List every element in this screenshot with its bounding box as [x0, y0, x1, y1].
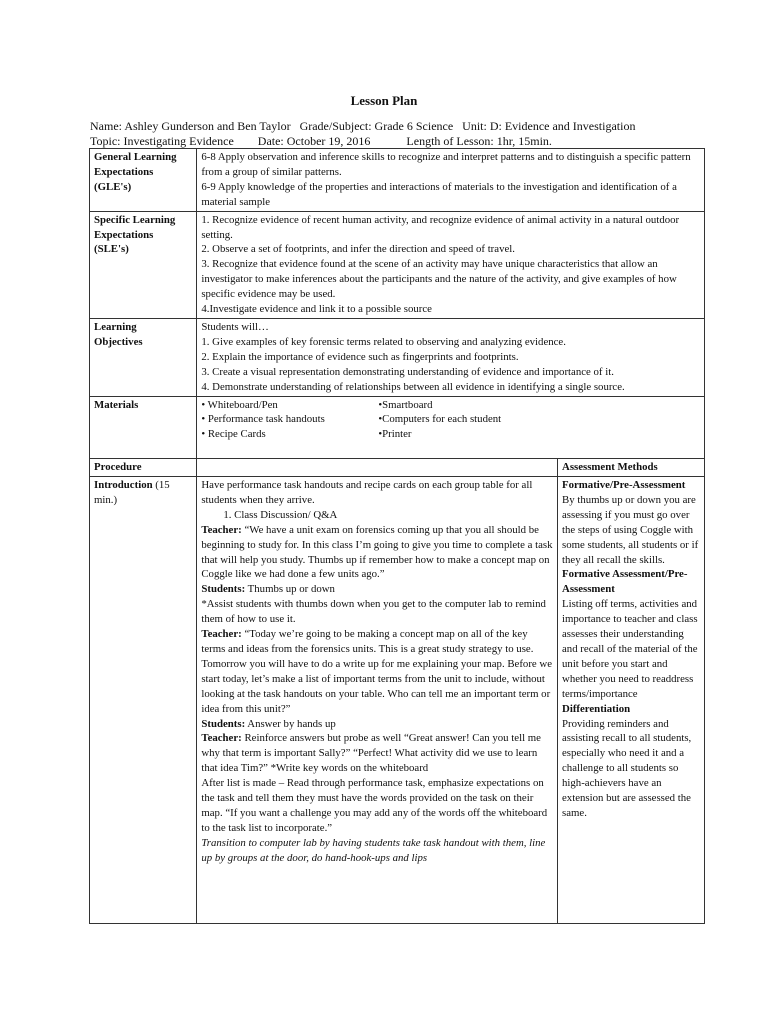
gle-item: 6-8 Apply observation and inference skills to recognize and interpret patterns and to distinguish a specific pattern from a group of similar patterns. [201, 151, 691, 178]
assessment-heading: Formative/Pre-Assessment [562, 479, 686, 492]
intro-teacher-3: Teacher: Reinforce answers but probe as well “Great answer! Can you tell me why that term is important Sally?” “Perfect! What activity did we use to learn that idea Tim?” *Write key words on the whiteboard [201, 732, 541, 775]
intro-teacher-1: Teacher: “We have a unit exam on forensics coming up that you all should be beginning to study for. In this class I’m going to give you time to complete a task that will help you study. Thumbs up if remember how to make a concept map on Coggle like we had done a few units ago.” [201, 523, 553, 581]
intro-students-2: Students: Answer by hands up [201, 717, 336, 730]
lesson-plan-table [89, 148, 705, 924]
material-item: • Whiteboard/Pen [201, 398, 278, 411]
objective-item: 2. Explain the importance of evidence such as fingerprints and footprints. [201, 350, 519, 363]
sle-item: 2. Observe a set of footprints, and infer the direction and speed of travel. [201, 243, 515, 256]
materials-label: Materials [90, 396, 197, 459]
material-item: •Smartboard [378, 398, 433, 411]
material-item: •Computers for each student [378, 413, 502, 426]
sle-item: 4.Investigate evidence and link it to a possible source [201, 303, 432, 316]
intro-students-1: Students: Thumbs up or down [201, 583, 335, 596]
assessment-text: By thumbs up or down you are assessing if you must go over the steps of using Coggle with some students, all students or if they all recall the skills. [562, 493, 699, 566]
sle-row [90, 211, 705, 318]
objective-item: 4. Demonstrate understanding of relationships between all evidence in identifying a single source. [201, 380, 625, 393]
procedure-header-row [90, 459, 705, 477]
intro-opening: Have performance task handouts and recipe cards on each group table for all students when they arrive. [201, 479, 533, 506]
materials-row [90, 396, 705, 459]
introduction-row [90, 477, 705, 924]
intro-assist-note: *Assist students with thumbs down when you get to the computer lab to remind them of how to use it. [201, 598, 546, 626]
differentiation-text: Providing reminders and assisting recall to all students, especially who need it and a challenge to all students so high-achievers have an extension but are assessed the same. [562, 717, 692, 819]
introduction-label: Introduction (15 min.) [90, 477, 197, 924]
procedure-header-empty [197, 459, 558, 477]
introduction-content [197, 477, 558, 924]
gle-row [90, 149, 705, 212]
document-title: Lesson Plan [350, 93, 418, 108]
intro-teacher-2: Teacher: “Today we’re going to be making a concept map on all of the key terms and ideas from the forensics units. This is a great study strategy to use. Tomorrow you will have to do a write up for me explaining your map. Before we start today, let’s make a list of important terms from the unit to include, without looking at the task handouts on your table. Who can tell me an important term or idea from this unit?” [201, 628, 553, 715]
materials-content [197, 396, 705, 459]
material-item: • Recipe Cards [201, 428, 266, 441]
assessment-content [558, 477, 705, 924]
intro-step-1: 1. Class Discussion/ Q&A [223, 508, 338, 521]
material-item: •Printer [378, 428, 412, 441]
sle-label: Specific Learning Expectations (SLE's) [90, 211, 197, 318]
assessment-heading: Formative Assessment/Pre-Assessment [562, 568, 688, 596]
assessment-text: Listing off terms, activities and importance to teacher and class assesses their understanding and recall of the material of the unit before you start and whether you need to readdress terms/importance [562, 598, 698, 700]
gle-item: 6-9 Apply knowledge of the properties and interactions of materials to the investigation and identification of a material sample [201, 180, 677, 208]
differentiation-heading: Differentiation [562, 702, 631, 715]
gle-content [197, 149, 705, 212]
objectives-content [197, 318, 705, 396]
objective-item: 1. Give examples of key forensic terms related to observing and analyzing evidence. [201, 335, 566, 348]
sle-item: 1. Recognize evidence of recent human activity, and recognize evidence of animal activity in a natural outdoor setting. [201, 213, 680, 241]
objectives-label: Learning Objectives [90, 318, 197, 396]
gle-label: General Learning Expectations (GLE's) [90, 149, 197, 212]
objectives-intro: Students will… [201, 320, 269, 333]
meta-line-topic-date-length: Topic: Investigating Evidence Date: October 19, 2016 Length of Lesson: 1hr, 15min. [90, 134, 552, 148]
sle-item: 3. Recognize that evidence found at the scene of an activity may have unique characteristics that allow an investigator to make inferences about the participants and the nature of the activity, and give examples of how specific evidence may be used. [201, 258, 677, 301]
meta-line-name-grade-unit: Name: Ashley Gunderson and Ben Taylor Grade/Subject: Grade 6 Science Unit: D: Evidence and Investigation [90, 119, 636, 133]
intro-after-list: After list is made – Read through performance task, emphasize expectations on the task and tell them they must have the words provided on the task on their map. “If you want a challenge you may add any of the words off the whiteboard to the task list to incorporate.” [201, 777, 548, 834]
objectives-row [90, 318, 705, 396]
procedure-header: Procedure [90, 459, 197, 477]
objective-item: 3. Create a visual representation demonstrating understanding of evidence and importance of it. [201, 365, 614, 378]
assessment-methods-header: Assessment Methods [558, 459, 705, 477]
material-item: • Performance task handouts [201, 413, 325, 426]
sle-content [197, 211, 705, 318]
intro-transition: Transition to computer lab by having students take task handout with them, line up by groups at the door, do hand-hook-ups and lips [201, 836, 546, 864]
